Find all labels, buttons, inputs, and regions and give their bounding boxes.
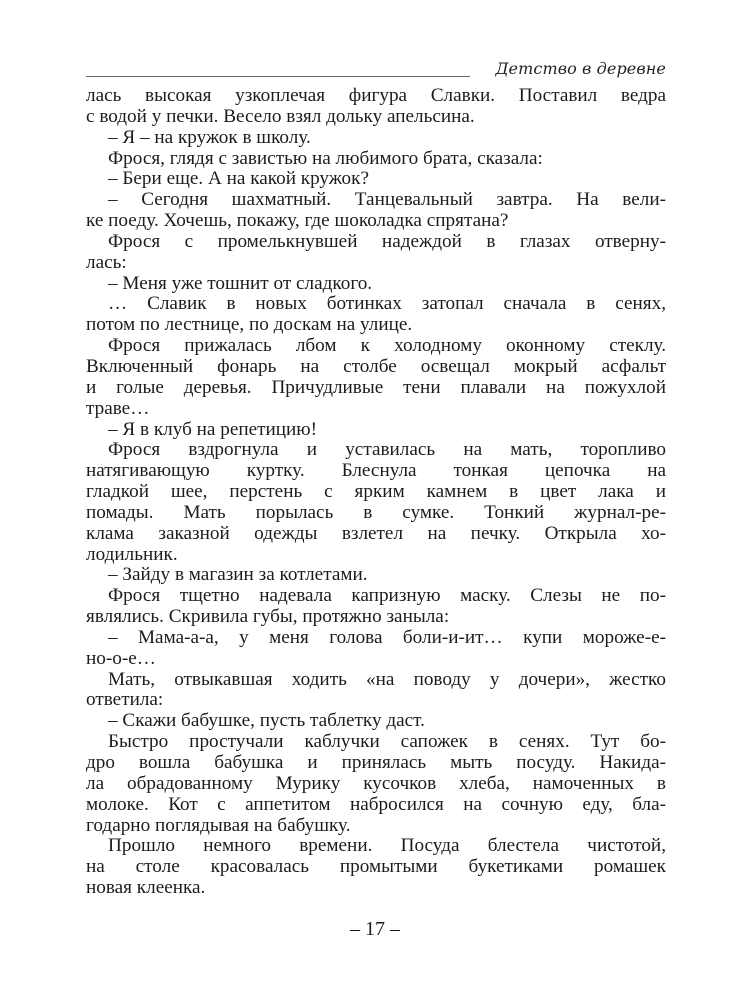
running-head (86, 58, 666, 82)
text-line: Фрося прижалась лбом к холодному оконному стеклу. (108, 335, 666, 357)
text-line: – Бери еще. А на какой кружок? (108, 168, 369, 190)
text-line: но-о-е… (86, 647, 156, 669)
text-line: потом по лестнице, по доскам на улице. (86, 314, 413, 336)
text-line: Мать, отвыкавшая ходить «на поводу у дочери», жестко (108, 668, 666, 690)
header-rule (86, 76, 470, 77)
text-line: Фрося вздрогнула и уставилась на мать, торопливо (108, 439, 666, 461)
text-line: – Мама-а-а, у меня голова боли-и-ит… купи мороже-е- (108, 626, 666, 648)
text-line: натягивающую куртку. Блеснула тонкая цепочка на (86, 460, 666, 482)
text-line: Фрося с промелькнувшей надеждой в глазах отверну- (108, 230, 666, 252)
text-line: ла обрадованному Мурику кусочков хлеба, намоченных в (86, 772, 666, 794)
text-line: – Сегодня шахматный. Танцевальный завтра. На вели- (108, 189, 666, 211)
text-line: Включенный фонарь на столбе освещал мокрый асфальт (86, 355, 666, 377)
text-line: гладкой шее, перстень с ярким камнем в цвет лака и (86, 481, 666, 503)
text-line: с водой у печки. Весело взял дольку апельсина. (86, 105, 475, 127)
text-line: лась высокая узкоплечая фигура Славки. Поставил ведра (86, 85, 666, 106)
text-line: – Меня уже тошнит от сладкого. (108, 272, 373, 294)
text-line: на столе красовалась промытыми букетиками ромашек (86, 856, 666, 878)
text-line: молоке. Кот с аппетитом набросился на сочную еду, бла- (86, 793, 666, 815)
text-line: – Зайду в магазин за котлетами. (108, 564, 368, 586)
text-line: годарно поглядывая на бабушку. (86, 814, 351, 836)
text-line: Фрося, глядя с завистью на любимого брата, сказала: (108, 147, 543, 169)
text-line: ке поеду. Хочешь, покажу, где шоколадка спрятана? (86, 210, 509, 232)
text-line: лась: (86, 251, 127, 273)
text-line: – Я – на кружок в школу. (108, 126, 311, 148)
text-line: – Я в клуб на репетицию! (108, 418, 318, 440)
text-line: Фрося тщетно надевала капризную маску. Слезы не по- (108, 585, 666, 607)
text-line: ответила: (86, 689, 164, 711)
text-line: – Скажи бабушке, пусть таблетку даст. (108, 710, 425, 732)
text-line: Прошло немного времени. Посуда блестела чистотой, (108, 835, 666, 857)
text-line: клама заказной одежды взлетел на печку. Открыла хо- (86, 522, 666, 544)
body-text (86, 86, 666, 899)
text-line: помады. Мать порылась в сумке. Тонкий журнал-ре- (86, 501, 666, 523)
text-line: … Славик в новых ботинках затопал сначала в сенях, (108, 293, 666, 315)
text-line: Быстро простучали каблучки сапожек в сенях. Тут бо- (108, 731, 666, 753)
text-line: и голые деревья. Причудливые тени плавали на пожухлой (86, 376, 666, 398)
text-line: являлись. Скривила губы, протяжно заныла: (86, 606, 450, 628)
text-line: новая клеенка. (86, 877, 206, 899)
text-line: траве… (86, 397, 150, 419)
page-number: – 17 – (350, 918, 400, 940)
text-line: лодильник. (86, 543, 178, 565)
running-head-title: Детство в деревне (495, 59, 666, 78)
text-line: дро вошла бабушка и принялась мыть посуду. Накида- (86, 752, 666, 773)
